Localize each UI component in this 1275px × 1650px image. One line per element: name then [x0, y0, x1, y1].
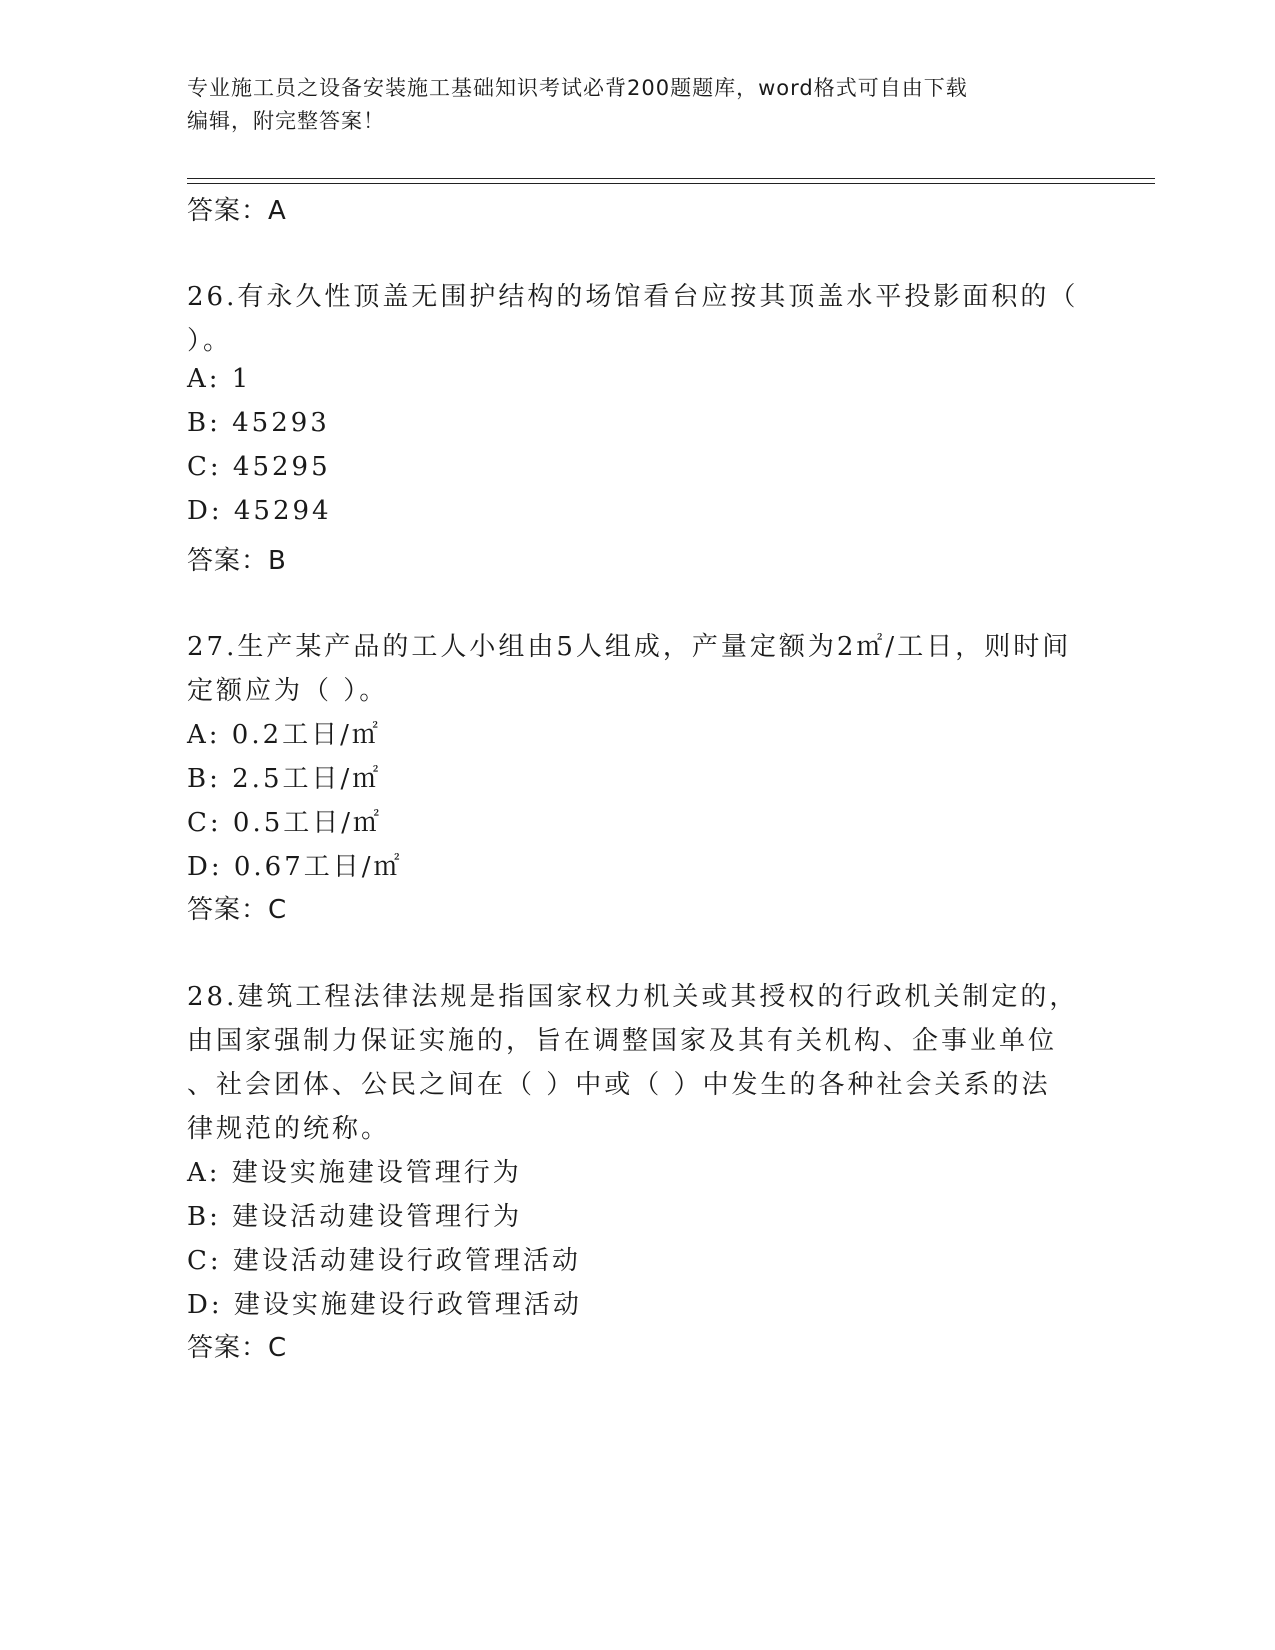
question-28-text: 、社会团体、公民之间在（ ）中或（ ）中发生的各种社会关系的法: [187, 1070, 1051, 1100]
option-d: D: 建设实施建设行政管理活动: [187, 1290, 582, 1320]
answer-line: 答案：C: [187, 1333, 288, 1363]
question-27-text: 27.生产某产品的工人小组由5人组成，产量定额为2㎡/工日，则时间: [187, 632, 1072, 662]
option-c: C: 0.5工日/㎡: [187, 808, 383, 838]
option-b: B: 2.5工日/㎡: [187, 764, 382, 794]
option-a: A: 0.2工日/㎡: [187, 720, 381, 750]
option-b: B: 45293: [187, 408, 330, 438]
answer-line: 答案：B: [187, 546, 287, 576]
question-26-text: ）。: [187, 326, 233, 356]
header-line-2: 编辑，附完整答案！: [187, 109, 385, 133]
header-divider-bottom: [187, 183, 1155, 184]
option-c: C: 45295: [187, 452, 331, 482]
option-d: D: 45294: [187, 496, 332, 526]
question-28-text: 28.建筑工程法律法规是指国家权力机关或其授权的行政机关制定的，: [187, 982, 1079, 1012]
question-28-text: 律规范的统称。: [187, 1114, 391, 1144]
header-line-1: 专业施工员之设备安装施工基础知识考试必背200题题库，word格式可自由下载: [187, 76, 968, 100]
option-c: C: 建设活动建设行政管理活动: [187, 1246, 581, 1276]
option-b: B: 建设活动建设管理行为: [187, 1202, 523, 1232]
option-a: A: 建设实施建设管理行为: [187, 1158, 522, 1188]
option-d: D: 0.67工日/㎡: [187, 852, 403, 882]
answer-line: 答案：C: [187, 895, 288, 925]
option-a: A: 1: [187, 364, 252, 394]
answer-line: 答案：A: [187, 196, 287, 226]
question-28-text: 由国家强制力保证实施的，旨在调整国家及其有关机构、企事业单位: [187, 1026, 1058, 1056]
question-27-text: 定额应为（ ）。: [187, 676, 389, 706]
document-header: [187, 72, 1087, 138]
question-26-text: 26.有永久性顶盖无围护结构的场馆看台应按其顶盖水平投影面积的（: [187, 282, 1079, 312]
header-divider-top: [187, 178, 1155, 179]
